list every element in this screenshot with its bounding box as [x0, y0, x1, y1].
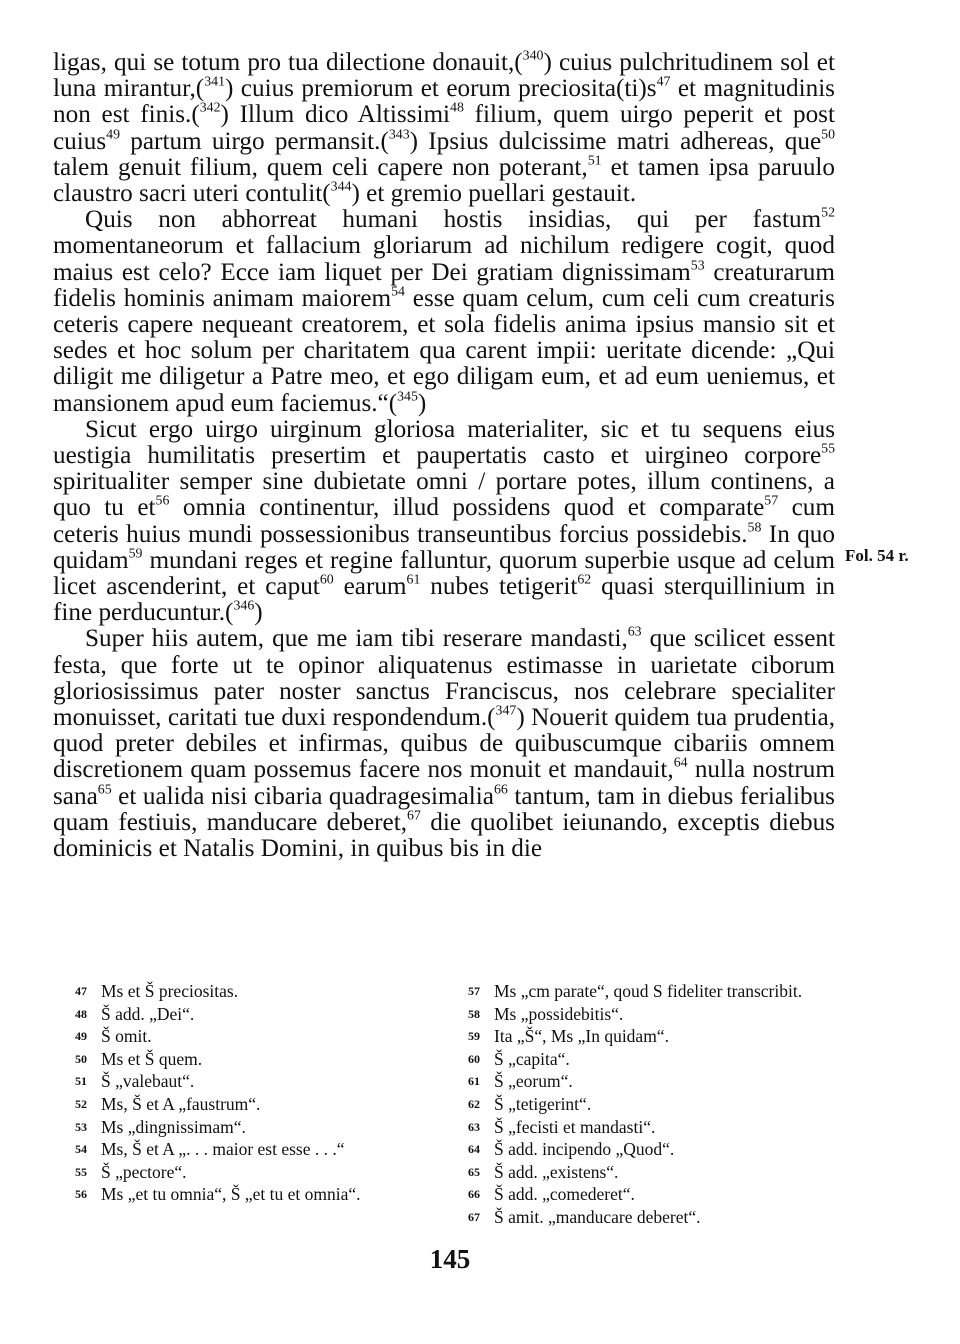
marginal-folio-note: Fol. 54 r.: [845, 546, 909, 565]
footnote: [468, 1093, 838, 1116]
footnote-text: Š „tetigerint“.: [494, 1093, 592, 1114]
footnote-text: Ms et Š preciositas.: [101, 981, 239, 1001]
footnote-number: 63: [468, 1119, 480, 1134]
footnote-number: 67: [468, 1209, 480, 1224]
text-run: ): [254, 599, 263, 627]
footnote-marker: 49: [106, 126, 121, 142]
text-run: ) Nouerit quidem tua prudentia, quod preter debiles et infirmas, quibus de quibuscumque cibariis omnem discretionem quam possemus facere nos monuit et mandauit,: [53, 704, 835, 784]
footnote-marker: 342: [199, 100, 221, 116]
paragraph: [53, 417, 835, 627]
text-run: spiritualiter semper sine dubietate omni / portare potes, illum continens, a quo tu et: [53, 468, 835, 522]
footnote-number: 48: [75, 1006, 87, 1021]
footnote-marker: 345: [397, 388, 418, 404]
footnotes-left-column: [75, 980, 440, 1206]
footnote-marker: 340: [522, 47, 544, 63]
footnote: [75, 1116, 440, 1139]
footnote: [468, 1183, 838, 1206]
footnote-text: Ms „et tu omnia“, Š „et tu et omnia“.: [101, 1184, 361, 1205]
text-run: ) cuius premiorum et eorum preciosita(ti)s: [225, 75, 657, 103]
footnote: [468, 980, 838, 1003]
text-run: et magnitudinis non est finis.(: [53, 75, 835, 129]
footnote-text: Š „fecisti et mandasti“.: [494, 1116, 656, 1137]
footnote: [75, 1161, 440, 1184]
footnote-marker: 67: [407, 807, 421, 823]
text-run: ) et gremio puellari gestauit.: [351, 180, 637, 208]
text-run: cum ceteris huius mundi possessionibus transeuntibus forcius possidebis.: [53, 494, 835, 548]
text-run: tantum, tam in diebus ferialibus quam festiuis, manducare deberet,: [53, 782, 835, 836]
footnote: [468, 1003, 838, 1026]
footnote-number: 65: [468, 1164, 480, 1179]
footnote-marker: 48: [450, 100, 464, 116]
text-run: Super hiis autem, que me iam tibi reserare mandasti,: [85, 625, 628, 653]
text-run: nubes tetigerit: [420, 573, 578, 601]
footnote-number: 52: [75, 1096, 87, 1111]
text-run: talem genuit filium, quem celi capere non poterant,: [53, 153, 588, 181]
text-run: ) Ipsius dulcissime matri adhereas, que: [409, 127, 822, 155]
footnote-text: Š „valebaut“.: [101, 1071, 195, 1092]
paragraph: [53, 47, 835, 208]
text-run: die quolibet ieiunando, exceptis diebus dominicis et Natalis Domini, in quibus bis in die: [53, 808, 835, 863]
text-run: ): [417, 389, 427, 417]
footnote-text: Ms, Š et A „. . . maior est esse . . .“: [101, 1139, 345, 1160]
text-run: In quo quidam: [53, 520, 835, 574]
footnote-marker: 47: [656, 73, 671, 89]
footnote-number: 55: [75, 1164, 87, 1179]
footnote: [75, 1048, 440, 1071]
footnote-text: Ita „Š“, Ms „In quidam“.: [494, 1026, 669, 1047]
footnote-marker: 341: [204, 73, 225, 89]
paragraph: [53, 626, 835, 862]
footnote-marker: 58: [747, 519, 762, 535]
footnote-text: Š „pectore“.: [101, 1161, 187, 1182]
footnote-number: 66: [468, 1187, 480, 1202]
text-run: esse quam celum, cum celi cum creaturis ceteris capere nequeant creatorem, et sola fidelis anima ipsius mansio sit et sedes et hoc solum per charitatem qua carent impii: ueritate dicende: „Qui diligit me diligetur a Patre meo, et ego diligam eum, et ad eum ueniemus, et mansionem apud eum faciemus.“(: [53, 284, 835, 417]
text-run: et ualida nisi cibaria quadragesimalia: [111, 782, 494, 810]
text-run: mundani reges et regine falluntur, quorum superbie usque ad celum licet ascenderint, et caput: [53, 546, 835, 601]
footnote-number: 61: [468, 1074, 480, 1089]
text-run: creaturarum fidelis hominis animam maiorem: [53, 258, 835, 312]
footnote: [75, 1025, 440, 1048]
footnote-number: 51: [75, 1074, 87, 1089]
footnote-number: 58: [468, 1006, 480, 1021]
footnote-number: 62: [468, 1096, 480, 1111]
footnote-text: Š „eorum“.: [494, 1071, 573, 1092]
footnote: [75, 1070, 440, 1093]
footnote-text: Š add. „comederet“.: [494, 1184, 635, 1205]
text-run: Quis non abhorreat humani hostis insidias, qui per fastum: [85, 206, 822, 234]
footnote-marker: 51: [587, 152, 602, 168]
footnote-marker: 66: [493, 781, 508, 797]
footnote: [75, 1138, 440, 1161]
footnote-marker: 65: [97, 781, 112, 797]
footnote-text: Ms „dingnissimam“.: [101, 1116, 246, 1137]
footnote-marker: 57: [764, 493, 779, 509]
footnote-marker: 62: [577, 571, 592, 587]
footnote-text: Ms „cm parate“, qoud S fideliter transcribit.: [494, 981, 803, 1001]
footnote-marker: 53: [690, 257, 705, 273]
text-run: Sicut ergo uirgo uirginum gloriosa materialiter, sic et tu sequens eius uestigia humilitatis presertim et paupertatis casto et uirgineo corpore: [53, 415, 835, 470]
text-run: ligas, qui se totum pro tua dilectione donauit,(: [53, 49, 523, 76]
text-run: omnia continentur, illud possidens quod et comparate: [169, 494, 765, 522]
footnote-marker: 61: [406, 571, 421, 587]
footnote-number: 57: [468, 984, 480, 998]
text-run: et tamen ipsa paruulo claustro sacri uteri contulit(: [53, 153, 835, 208]
text-run: ) cuius pulchritudinem sol et luna mirantur,(: [53, 49, 835, 103]
footnote-marker: 343: [388, 126, 410, 142]
text-run: que scilicet essent festa, que forte ut te opinor aliquatenus estimasse in uarietate ciborum gloriosissimus pater noster sanctus Franciscus, nos celebrare specialiter monuisset, caritati tue duxi respondendum.(: [53, 625, 835, 732]
text-run: momentaneorum et fallacium gloriarum ad nichilum redigere cogit, quod maius est celo? Ecce iam liquet per Dei gratiam dignissimam: [53, 232, 835, 286]
footnote-text: Ms „possidebitis“.: [494, 1003, 624, 1024]
footnote-marker: 344: [330, 178, 352, 194]
footnote-text: Š add. incipendo „Quod“.: [494, 1139, 675, 1160]
footnote: [468, 1206, 838, 1229]
footnote-text: Š omit.: [101, 1026, 152, 1047]
footnote: [75, 1003, 440, 1026]
footnote: [468, 1138, 838, 1161]
footnote-number: 54: [75, 1142, 87, 1157]
footnote-marker: 59: [128, 545, 143, 561]
footnote: [468, 1070, 838, 1093]
text-run: partum uirgo permansit.(: [120, 127, 389, 155]
footnote-marker: 54: [391, 283, 405, 299]
footnote-number: 59: [468, 1029, 480, 1044]
text-run: ) Illum dico Altissimi: [220, 101, 451, 129]
text-run: filium, quem uirgo peperit et post cuius: [53, 101, 835, 155]
footnote-number: 60: [468, 1051, 480, 1066]
footnote-marker: 346: [233, 597, 255, 613]
footnote: [75, 1093, 440, 1116]
footnote: [75, 980, 440, 1003]
footnote-text: Š add. „existens“.: [494, 1161, 619, 1182]
page-number: 145: [429, 1244, 471, 1274]
main-text: [53, 47, 836, 863]
footnote-text: Š „capita“.: [494, 1048, 570, 1069]
footnote: [468, 1116, 838, 1139]
footnote: [468, 1048, 838, 1071]
footnote-number: 49: [75, 1029, 87, 1044]
text-run: nulla nostrum sana: [53, 756, 835, 810]
text-run: earum: [333, 573, 407, 601]
footnote-number: 56: [75, 1187, 87, 1202]
footnote-text: Ms et Š quem.: [101, 1048, 203, 1069]
footnote-text: Ms, Š et A „faustrum“.: [101, 1093, 261, 1114]
text-run: quasi sterquillinium in fine perducuntur.(: [53, 573, 836, 627]
footnote-marker: 55: [821, 440, 835, 456]
footnote-number: 53: [75, 1119, 87, 1134]
footnote-marker: 64: [673, 755, 688, 771]
footnote-marker: 347: [495, 702, 517, 718]
footnote-marker: 50: [821, 126, 835, 142]
paragraph: [53, 204, 835, 417]
footnote-text: Š amit. „manducare deberet“.: [494, 1206, 701, 1227]
footnote-marker: 60: [319, 571, 334, 587]
footnote-number: 64: [468, 1142, 480, 1157]
footnote-marker: 63: [627, 624, 642, 640]
footnote-number: 50: [75, 1051, 87, 1066]
footnote: [468, 1161, 838, 1184]
footnote-text: Š add. „Dei“.: [101, 1003, 195, 1024]
footnote-number: 47: [75, 984, 87, 998]
footnotes-right-column: [468, 980, 838, 1229]
footnote-marker: 52: [821, 204, 835, 220]
footnote: [468, 1025, 838, 1048]
footnote-marker: 56: [155, 493, 170, 509]
footnote: [75, 1183, 440, 1206]
